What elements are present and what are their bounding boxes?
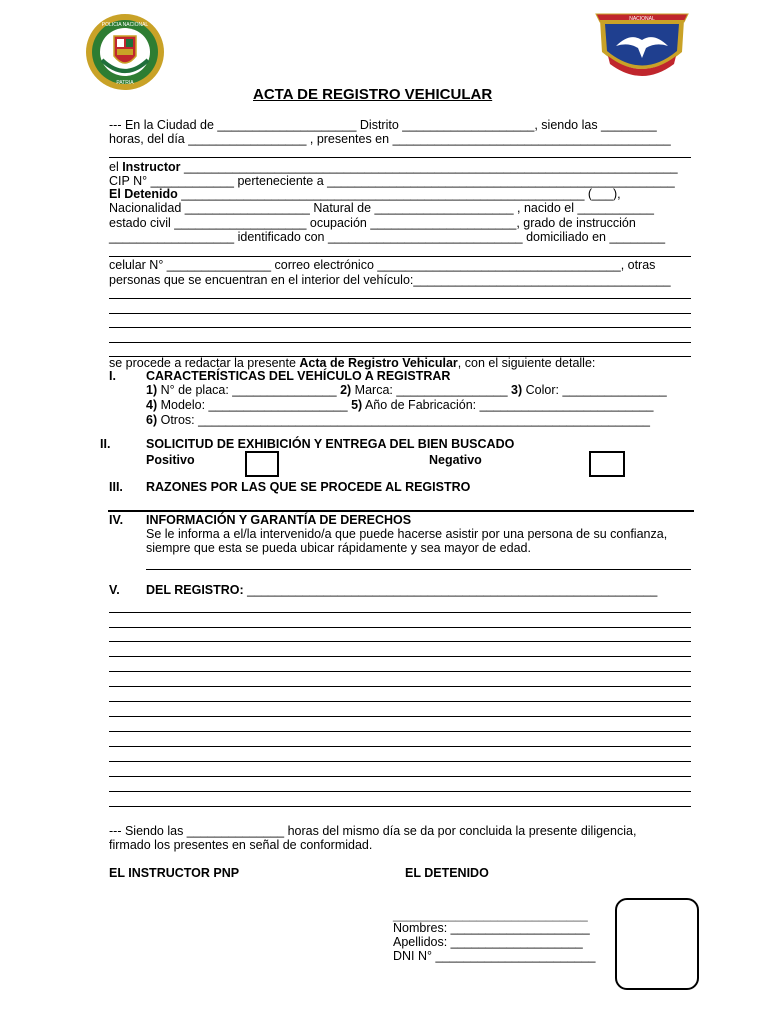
- negative-label: Negativo: [429, 453, 482, 467]
- line-detainee: El Detenido __________________________________________________________ (___),: [109, 187, 621, 201]
- blank-line: [109, 256, 691, 257]
- blank-line: [109, 701, 691, 702]
- blank-line: [109, 641, 691, 642]
- blank-line: [109, 806, 691, 807]
- rights-text-2: siempre que esta se pueda ubicar rápidamente y sea mayor de edad.: [146, 541, 531, 555]
- section-1-number: I.: [109, 369, 116, 383]
- line-hour-date: horas, del día _________________ , presentes en ________________________________________: [109, 132, 671, 146]
- blank-line: [109, 327, 691, 328]
- section-1-heading: CARACTERÍSTICAS DEL VEHÍCULO A REGISTRAR: [146, 369, 451, 383]
- section-2-number: II.: [100, 437, 111, 451]
- vehicle-row-2: 4) Modelo: ____________________ 5) Año de Fabricación: _________________________: [146, 398, 654, 412]
- closing-line-2: firmado los presentes en señal de conformidad.: [109, 838, 373, 852]
- blank-line: [109, 731, 691, 732]
- line-identified: __________________ identificado con ____________________________ domiciliado en ________: [109, 230, 666, 244]
- line-procede: se procede a redactar la presente Acta de Registro Vehicular, con el siguiente detalle:: [109, 356, 596, 370]
- section-4-number: IV.: [109, 513, 124, 527]
- blank-line: [146, 569, 691, 570]
- blank-line: [109, 716, 691, 717]
- line-phone-email: celular N° _______________ correo electrónico ___________________________________, otras: [109, 258, 656, 272]
- line-cip: CIP N° ____________ perteneciente a __________________________________________________: [109, 174, 675, 188]
- blank-line: [109, 627, 691, 628]
- section-5-heading: DEL REGISTRO: ___________________________________________________________: [146, 583, 658, 597]
- blank-line: [109, 612, 691, 613]
- rights-text-1: Se le informa a el/la intervenido/a que puede hacerse asistir por una persona de su confianza,: [146, 527, 668, 541]
- blank-line: [109, 761, 691, 762]
- page-title: ACTA DE REGISTRO VEHICULAR: [253, 86, 493, 103]
- blank-line: [109, 776, 691, 777]
- section-2-heading: SOLICITUD DE EXHIBICIÓN Y ENTREGA DEL BIEN BUSCADO: [146, 437, 515, 451]
- vehicle-row-3: 6) Otros: _________________________________________________________________: [146, 413, 650, 427]
- blank-line: [109, 671, 691, 672]
- svg-text:PATRIA: PATRIA: [116, 80, 134, 86]
- closing-line-1: --- Siendo las ______________ horas del mismo día se da por concluida la presente diligencia,: [109, 824, 637, 838]
- police-seal-icon: [84, 12, 166, 92]
- blank-line: [109, 746, 691, 747]
- section-3-number: III.: [109, 480, 123, 494]
- section-5-number: V.: [109, 583, 120, 597]
- apellidos-field: Apellidos: ___________________: [393, 935, 583, 949]
- detainee-signature-label: EL DETENIDO: [405, 866, 489, 880]
- line-civil-status: estado civil ___________________ ocupación _____________________, grado de instrucción: [109, 216, 636, 230]
- negative-checkbox[interactable]: [589, 451, 625, 477]
- blank-line: [109, 313, 691, 314]
- fingerprint-box: [615, 898, 699, 990]
- line-other-persons: personas que se encuentran en el interior del vehículo:_____________________________________: [109, 273, 671, 287]
- positive-label: Positivo: [146, 453, 195, 467]
- instructor-signature-label: EL INSTRUCTOR PNP: [109, 866, 240, 880]
- line-instructor: el Instructor _______________________________________________________________________: [109, 160, 678, 174]
- vehicle-row-1: 1) N° de placa: _______________ 2) Marca: ________________ 3) Color: _______________: [146, 383, 667, 397]
- positive-checkbox[interactable]: [245, 451, 279, 477]
- blank-line: [109, 656, 691, 657]
- dni-field: DNI N° _______________________: [393, 949, 596, 963]
- blank-line: [109, 342, 691, 343]
- line-city-district: --- En la Ciudad de ____________________ Distrito ___________________, siendo las ________: [109, 118, 657, 132]
- blank-line: [109, 686, 691, 687]
- line-nationality: Nacionalidad __________________ Natural de ____________________ , nacido el ___________: [109, 201, 654, 215]
- signature-line: ____________________________: [393, 908, 588, 922]
- blank-line: [108, 510, 694, 512]
- nombres-field: Nombres: ____________________: [393, 921, 590, 935]
- svg-text:POLICIA NACIONAL: POLICIA NACIONAL: [101, 22, 149, 28]
- blank-line: [109, 157, 691, 158]
- section-4-heading: INFORMACIÓN Y GARANTÍA DE DERECHOS: [146, 513, 412, 527]
- blank-line: [109, 298, 691, 299]
- police-shield-eagle-icon: [594, 8, 690, 84]
- section-3-heading: RAZONES POR LAS QUE SE PROCEDE AL REGISTRO: [146, 480, 471, 494]
- svg-text:NACIONAL: NACIONAL: [629, 16, 655, 22]
- blank-line: [109, 791, 691, 792]
